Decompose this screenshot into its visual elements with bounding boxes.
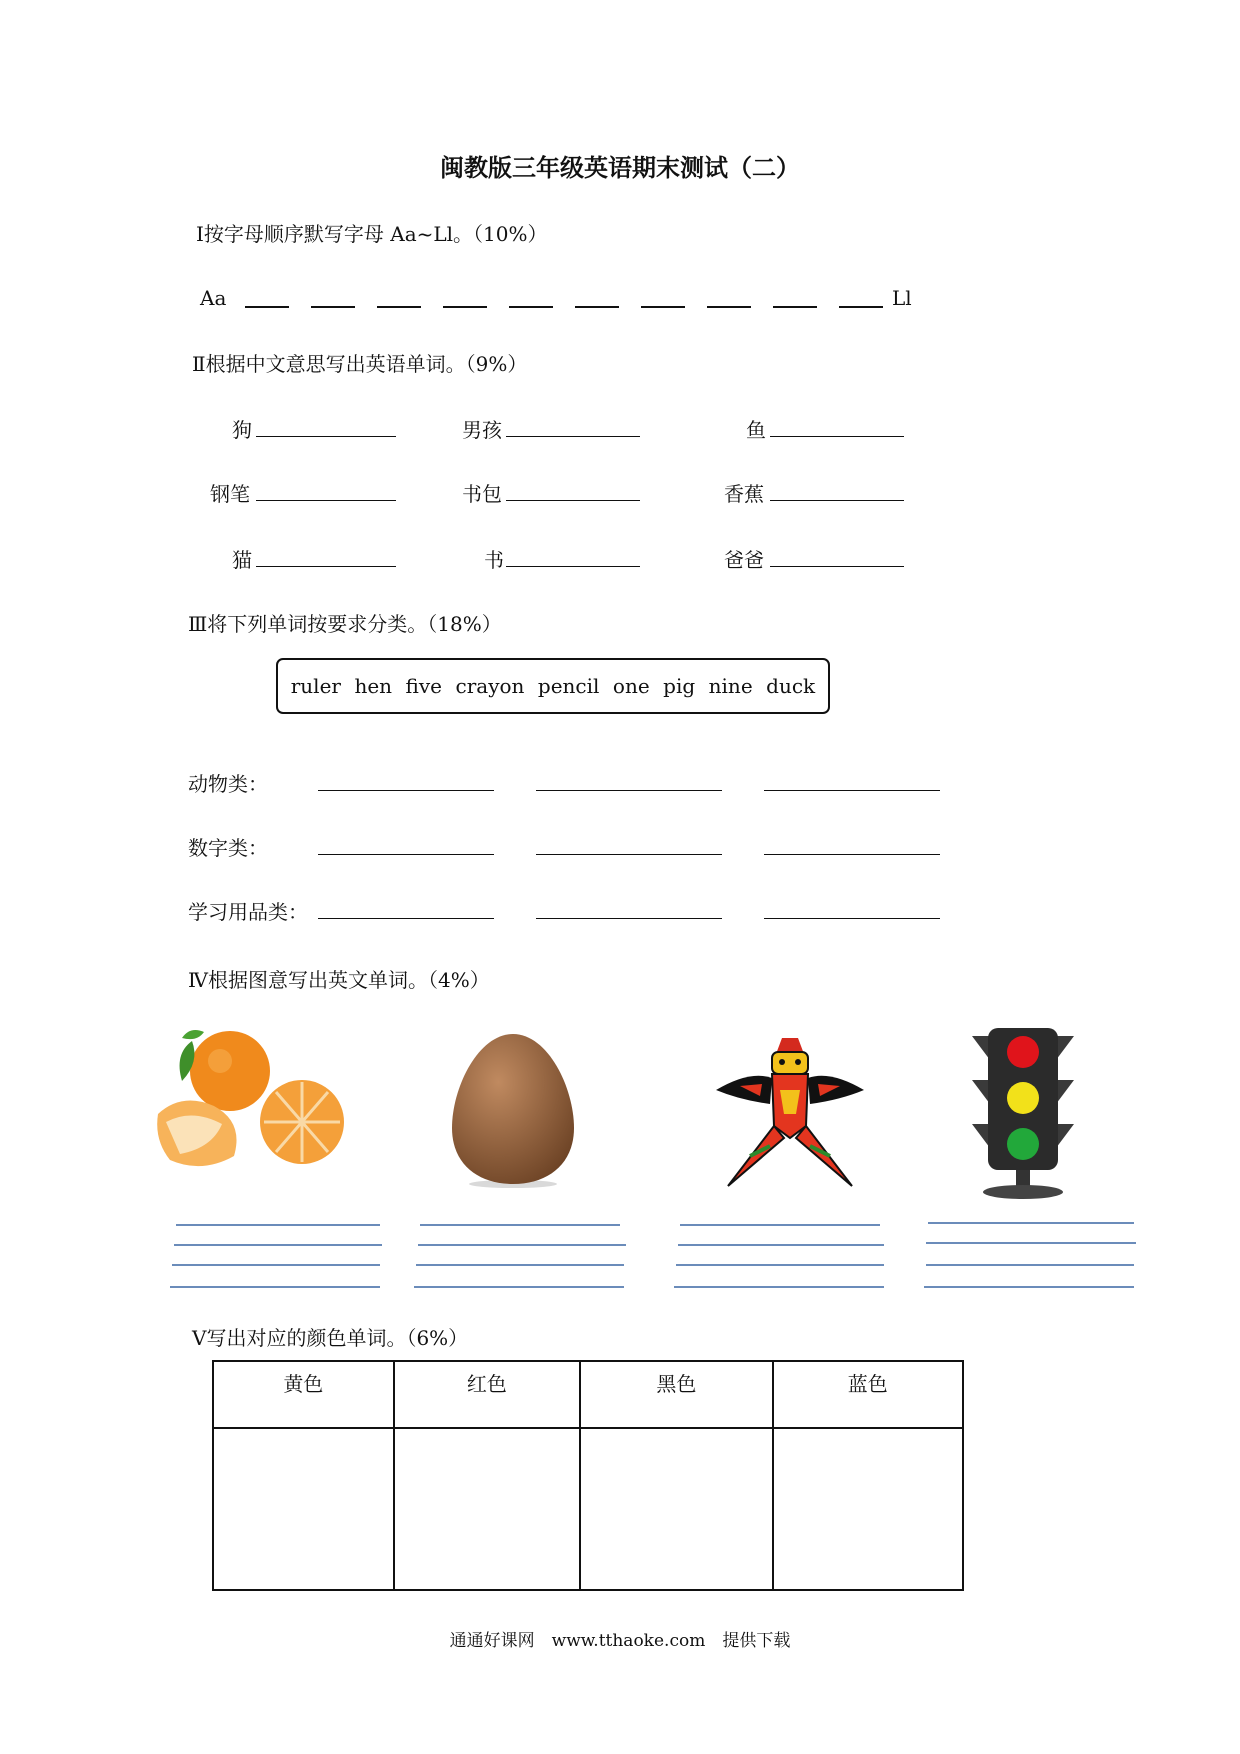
section-1-heading: Ⅰ按字母顺序默写字母 Aa~Ll。（10%）	[196, 222, 548, 246]
writing-line[interactable]	[416, 1264, 624, 1266]
category-blank[interactable]	[536, 854, 722, 855]
vocab-label: 鱼	[746, 418, 766, 442]
writing-line[interactable]	[928, 1222, 1134, 1224]
section-4-heading: Ⅳ根据图意写出英文单词。（4%）	[188, 968, 490, 992]
kite-icon	[710, 1034, 870, 1194]
color-answer-cell[interactable]	[394, 1428, 581, 1590]
writing-line[interactable]	[678, 1244, 884, 1246]
word-bank-word: hen	[354, 674, 393, 698]
word-bank-word: duck	[766, 674, 816, 698]
letter-blank[interactable]	[509, 306, 553, 308]
color-answer-cell[interactable]	[213, 1428, 394, 1590]
word-bank-word: pig	[663, 674, 696, 698]
letter-blank[interactable]	[443, 306, 487, 308]
vocab-label: 书	[484, 548, 504, 572]
writing-line[interactable]	[174, 1244, 382, 1246]
word-bank-word: ruler	[290, 674, 341, 698]
footer-source: 通通好课网 www.tthaoke.com 提供下载	[449, 1631, 791, 1651]
color-answer-table	[212, 1360, 964, 1591]
orange-icon	[152, 1026, 356, 1182]
word-bank-box	[276, 658, 830, 714]
writing-line[interactable]	[926, 1242, 1136, 1244]
vocab-label: 爸爸	[724, 548, 764, 572]
color-header-blue: 蓝色	[773, 1361, 963, 1428]
category-blank[interactable]	[318, 790, 494, 791]
letter-blank[interactable]	[377, 306, 421, 308]
writing-line[interactable]	[414, 1286, 624, 1288]
word-bank-word: nine	[708, 674, 753, 698]
vocab-blank[interactable]	[506, 500, 640, 501]
letter-blank[interactable]	[773, 306, 817, 308]
category-blank[interactable]	[536, 790, 722, 791]
section-2-heading: Ⅱ根据中文意思写出英语单词。（9%）	[192, 352, 528, 376]
alphabet-start: Aa	[200, 286, 227, 310]
writing-line[interactable]	[170, 1286, 380, 1288]
letter-blank[interactable]	[707, 306, 751, 308]
color-header-black: 黑色	[580, 1361, 772, 1428]
vocab-blank[interactable]	[256, 566, 396, 567]
section-3-heading: Ⅲ将下列单词按要求分类。（18%）	[188, 612, 502, 636]
section-5-heading: Ⅴ写出对应的颜色单词。（6%）	[192, 1326, 469, 1350]
writing-line[interactable]	[172, 1264, 380, 1266]
category-blank[interactable]	[318, 918, 494, 919]
traffic-light-icon	[968, 1026, 1078, 1200]
vocab-label: 钢笔	[210, 482, 250, 506]
category-label: 学习用品类：	[188, 900, 308, 924]
word-bank-word: one	[612, 674, 650, 698]
category-blank[interactable]	[318, 854, 494, 855]
vocab-blank[interactable]	[770, 566, 904, 567]
writing-line[interactable]	[674, 1286, 884, 1288]
color-answer-cell[interactable]	[773, 1428, 963, 1590]
vocab-label: 狗	[232, 418, 252, 442]
writing-line[interactable]	[676, 1264, 884, 1266]
letter-blank[interactable]	[575, 306, 619, 308]
letter-blank[interactable]	[311, 306, 355, 308]
letter-blank[interactable]	[839, 306, 883, 308]
word-bank-word: five	[405, 674, 443, 698]
writing-line[interactable]	[420, 1224, 620, 1226]
category-blank[interactable]	[764, 790, 940, 791]
color-header-red: 红色	[394, 1361, 581, 1428]
category-blank[interactable]	[764, 918, 940, 919]
writing-line[interactable]	[926, 1264, 1134, 1266]
vocab-label: 书包	[462, 482, 502, 506]
word-bank-word: pencil	[537, 674, 600, 698]
category-blank[interactable]	[764, 854, 940, 855]
writing-line[interactable]	[680, 1224, 880, 1226]
color-answer-cell[interactable]	[580, 1428, 772, 1590]
writing-line[interactable]	[418, 1244, 626, 1246]
category-blank[interactable]	[536, 918, 722, 919]
category-label: 动物类：	[188, 772, 268, 796]
writing-line[interactable]	[924, 1286, 1134, 1288]
letter-blank[interactable]	[245, 306, 289, 308]
vocab-blank[interactable]	[770, 500, 904, 501]
egg-icon	[448, 1030, 578, 1188]
page-title: 闽教版三年级英语期末测试（二）	[440, 153, 800, 182]
writing-line[interactable]	[176, 1224, 380, 1226]
vocab-blank[interactable]	[256, 436, 396, 437]
alphabet-end: Ll	[892, 286, 912, 310]
vocab-blank[interactable]	[770, 436, 904, 437]
vocab-blank[interactable]	[506, 436, 640, 437]
letter-blank[interactable]	[641, 306, 685, 308]
vocab-label: 香蕉	[724, 482, 764, 506]
vocab-blank[interactable]	[256, 500, 396, 501]
vocab-label: 猫	[232, 548, 252, 572]
vocab-blank[interactable]	[506, 566, 640, 567]
color-header-yellow: 黄色	[213, 1361, 394, 1428]
word-bank-word: crayon	[455, 674, 525, 698]
vocab-label: 男孩	[462, 418, 502, 442]
category-label: 数字类：	[188, 836, 268, 860]
